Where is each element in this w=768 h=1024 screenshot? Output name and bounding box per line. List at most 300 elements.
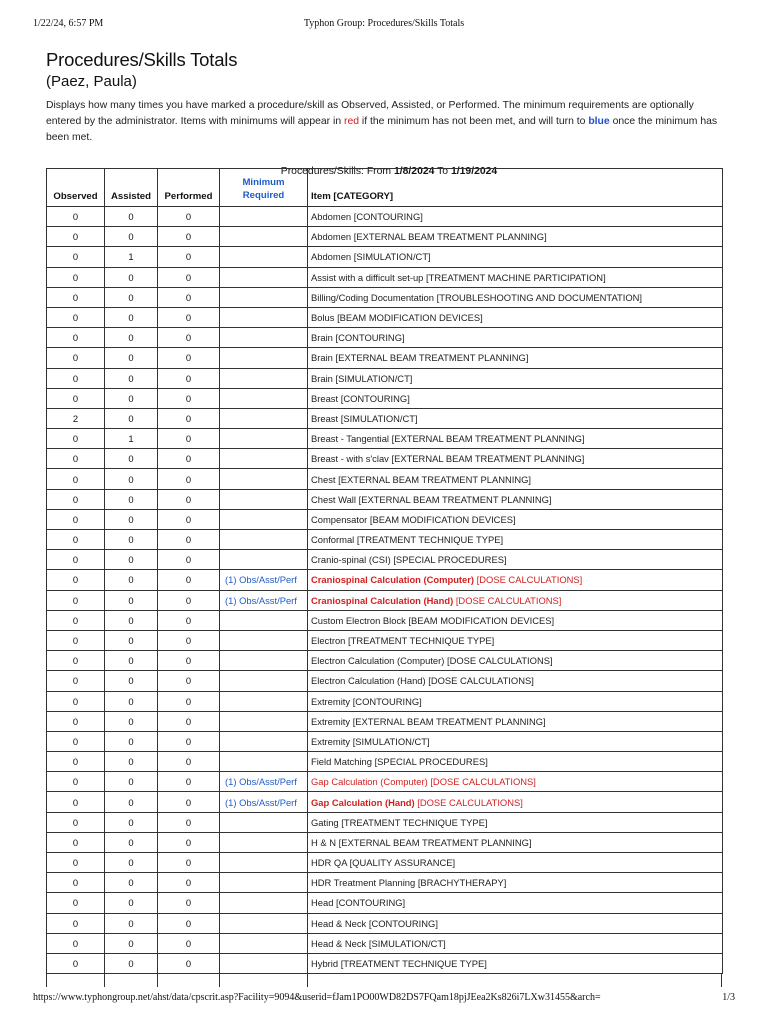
table-header-row — [47, 169, 723, 207]
cell-observed: 0 — [47, 812, 105, 832]
cell-performed: 0 — [158, 267, 220, 287]
item-category: [EXTERNAL BEAM TREATMENT PLANNING] — [391, 453, 585, 465]
table-row — [47, 630, 723, 650]
cell-minimum-required — [220, 348, 308, 368]
table-row — [47, 953, 723, 973]
cell-item — [308, 388, 723, 408]
cell-assisted: 0 — [105, 287, 158, 307]
cell-minimum-required — [220, 913, 308, 933]
item-category: [DOSE CALCULATIONS] — [428, 675, 534, 687]
cell-minimum-required — [220, 630, 308, 650]
cell-assisted: 0 — [105, 731, 158, 751]
item-name: Craniospinal Calculation (Hand) — [311, 594, 454, 606]
cell-performed: 0 — [158, 429, 220, 449]
item-name: Chest Wall — [311, 493, 356, 505]
cell-item — [308, 933, 723, 953]
table-row — [47, 368, 723, 388]
student-name: (Paez, Paula) — [46, 73, 137, 90]
item-category: [BEAM MODIFICATION DEVICES] — [408, 614, 555, 626]
cell-observed: 0 — [47, 651, 105, 671]
cell-observed: 0 — [47, 893, 105, 913]
cell-observed: 0 — [47, 953, 105, 973]
cell-observed: 0 — [47, 307, 105, 327]
item-category: [EXTERNAL BEAM TREATMENT PLANNING] — [338, 836, 532, 848]
desc-text-2: if the minimum has not been met, and will turn to — [359, 116, 589, 127]
table-row — [47, 832, 723, 852]
table-row — [47, 610, 723, 630]
table-row — [47, 590, 723, 610]
cell-assisted: 0 — [105, 691, 158, 711]
item-category: [TREATMENT TECHNIQUE TYPE] — [340, 958, 487, 970]
cell-item — [308, 368, 723, 388]
cell-observed: 0 — [47, 449, 105, 469]
table-row — [47, 711, 723, 731]
cell-observed: 0 — [47, 348, 105, 368]
cell-performed: 0 — [158, 853, 220, 873]
cell-observed: 0 — [47, 873, 105, 893]
item-name: HDR Treatment Planning — [311, 877, 416, 889]
cell-minimum-required: (1) Obs/Asst/Perf — [220, 590, 308, 610]
print-datetime: 1/22/24, 6:57 PM — [33, 18, 104, 29]
cell-minimum-required — [220, 691, 308, 711]
table-row — [47, 388, 723, 408]
item-category: [TROUBLESHOOTING AND DOCUMENTATION] — [436, 291, 643, 303]
item-name: Cranio-spinal (CSI) — [311, 554, 391, 566]
item-name: Hybrid — [311, 958, 339, 970]
item-category: [SIMULATION/CT] — [353, 251, 431, 263]
cell-performed: 0 — [158, 812, 220, 832]
cell-performed: 0 — [158, 691, 220, 711]
item-name: Electron Calculation (Computer) — [311, 655, 445, 667]
cell-observed: 0 — [47, 913, 105, 933]
item-category: [BRACHYTHERAPY] — [417, 877, 507, 889]
cell-minimum-required — [220, 731, 308, 751]
cell-item — [308, 832, 723, 852]
cell-performed: 0 — [158, 408, 220, 428]
cell-minimum-required — [220, 408, 308, 428]
range-to: 1/19/2024 — [450, 166, 498, 177]
cell-item — [308, 630, 723, 650]
cell-performed: 0 — [158, 832, 220, 852]
cell-assisted: 1 — [105, 429, 158, 449]
skills-table — [46, 168, 723, 974]
cell-assisted: 0 — [105, 752, 158, 772]
cell-observed: 0 — [47, 570, 105, 590]
table-row — [47, 328, 723, 348]
cell-performed: 0 — [158, 752, 220, 772]
table-row — [47, 449, 723, 469]
item-name: Extremity — [311, 695, 351, 707]
table-row — [47, 853, 723, 873]
item-category: [TREATMENT TECHNIQUE TYPE] — [356, 534, 504, 546]
item-name: HDR QA — [311, 857, 347, 869]
item-name: Abdomen — [311, 211, 352, 223]
cell-minimum-required — [220, 307, 308, 327]
cell-observed: 0 — [47, 489, 105, 509]
cell-item — [308, 307, 723, 327]
item-category: [SPECIAL PROCEDURES] — [393, 554, 507, 566]
item-name: Assist with a difficult set-up — [311, 271, 424, 283]
cell-observed: 0 — [47, 388, 105, 408]
cell-assisted: 0 — [105, 368, 158, 388]
cell-minimum-required — [220, 207, 308, 227]
item-name: Brain — [311, 332, 333, 344]
page-content — [46, 48, 722, 179]
cell-minimum-required — [220, 752, 308, 772]
cell-minimum-required — [220, 368, 308, 388]
cell-minimum-required — [220, 227, 308, 247]
cell-assisted: 0 — [105, 469, 158, 489]
column-rule — [104, 973, 105, 987]
cell-performed: 0 — [158, 570, 220, 590]
cell-minimum-required — [220, 429, 308, 449]
item-name: Breast - Tangential — [311, 433, 389, 445]
cell-assisted: 0 — [105, 267, 158, 287]
cell-observed: 0 — [47, 267, 105, 287]
table-row — [47, 913, 723, 933]
cell-minimum-required — [220, 873, 308, 893]
header-item-category: Item [CATEGORY] — [308, 169, 723, 207]
cell-performed: 0 — [158, 348, 220, 368]
cell-observed: 0 — [47, 287, 105, 307]
header-assisted: Assisted — [105, 169, 158, 207]
cell-assisted: 0 — [105, 913, 158, 933]
cell-item — [308, 509, 723, 529]
item-category: [CONTOURING] — [353, 211, 423, 223]
cell-minimum-required — [220, 812, 308, 832]
cell-minimum-required — [220, 388, 308, 408]
desc-red-word: red — [344, 116, 360, 127]
cell-observed: 0 — [47, 429, 105, 449]
cell-assisted: 0 — [105, 509, 158, 529]
print-url: https://www.typhongroup.net/ahst/data/cpscrit.asp?Facility=9094&userid=fJam1PO00WD82DS7FQam18pjJEea2Ks826i7LXw31455&arch= — [33, 992, 601, 1003]
table-row — [47, 348, 723, 368]
item-name: Billing/Coding Documentation — [311, 291, 434, 303]
item-category: [CONTOURING] — [352, 695, 422, 707]
table-row — [47, 469, 723, 489]
table-row — [47, 772, 723, 792]
cell-item — [308, 853, 723, 873]
cell-assisted: 0 — [105, 651, 158, 671]
cell-assisted: 0 — [105, 348, 158, 368]
table-body — [47, 207, 723, 974]
table-row — [47, 550, 723, 570]
item-category: [CONTOURING] — [336, 897, 406, 909]
cell-assisted: 0 — [105, 630, 158, 650]
cell-minimum-required — [220, 328, 308, 348]
item-name: H & N — [311, 836, 337, 848]
desc-text-3: once the minimum has been met. — [46, 116, 718, 143]
cell-performed: 0 — [158, 227, 220, 247]
cell-minimum-required — [220, 711, 308, 731]
table-row — [47, 873, 723, 893]
cell-assisted: 0 — [105, 449, 158, 469]
table-row — [47, 307, 723, 327]
item-name: Extremity — [311, 715, 351, 727]
item-name: Breast — [311, 392, 339, 404]
cell-performed: 0 — [158, 651, 220, 671]
cell-performed: 0 — [158, 731, 220, 751]
cell-assisted: 0 — [105, 671, 158, 691]
cell-observed: 0 — [47, 368, 105, 388]
cell-observed: 0 — [47, 731, 105, 751]
header-observed: Observed — [47, 169, 105, 207]
cell-observed: 0 — [47, 469, 105, 489]
item-name: Abdomen — [311, 251, 352, 263]
column-rule — [219, 973, 220, 987]
cell-item — [308, 530, 723, 550]
table-row — [47, 651, 723, 671]
cell-performed: 0 — [158, 247, 220, 267]
item-category: [SIMULATION/CT] — [340, 412, 418, 424]
cell-item — [308, 227, 723, 247]
table-row — [47, 933, 723, 953]
table-continuation — [46, 973, 722, 987]
cell-assisted: 0 — [105, 388, 158, 408]
cell-performed: 0 — [158, 287, 220, 307]
item-category: [SIMULATION/CT] — [368, 937, 446, 949]
print-page-number: 1/3 — [722, 992, 735, 1003]
desc-text-1: Displays how many times you have marked a procedure/skill as Observed, Assisted, or Performed. The minimum requirements are optionally entered by the administrator. Items with minimums will appear in — [46, 100, 694, 127]
cell-item — [308, 651, 723, 671]
item-name: Field Matching — [311, 756, 372, 768]
item-category: [CONTOURING] — [368, 917, 438, 929]
cell-item — [308, 408, 723, 428]
cell-observed: 0 — [47, 752, 105, 772]
column-rule — [46, 973, 47, 987]
cell-performed: 0 — [158, 307, 220, 327]
cell-observed: 0 — [47, 772, 105, 792]
header-performed: Performed — [158, 169, 220, 207]
cell-minimum-required: (1) Obs/Asst/Perf — [220, 570, 308, 590]
cell-assisted: 0 — [105, 610, 158, 630]
cell-assisted: 0 — [105, 772, 158, 792]
column-rule — [307, 973, 308, 987]
cell-assisted: 0 — [105, 953, 158, 973]
item-category: [DOSE CALCULATIONS] — [417, 796, 523, 808]
item-name: Gap Calculation (Computer) — [311, 776, 428, 788]
cell-minimum-required — [220, 247, 308, 267]
cell-observed: 0 — [47, 832, 105, 852]
cell-observed: 0 — [47, 509, 105, 529]
item-category: [SPECIAL PROCEDURES] — [374, 756, 488, 768]
cell-minimum-required — [220, 530, 308, 550]
cell-minimum-required — [220, 651, 308, 671]
cell-performed: 0 — [158, 893, 220, 913]
item-category: [EXTERNAL BEAM TREATMENT PLANNING] — [358, 493, 552, 505]
print-footer — [33, 992, 735, 1006]
cell-assisted: 0 — [105, 590, 158, 610]
cell-observed: 0 — [47, 711, 105, 731]
cell-performed: 0 — [158, 207, 220, 227]
table-row — [47, 893, 723, 913]
item-category: [DOSE CALCULATIONS] — [476, 574, 583, 586]
cell-minimum-required — [220, 287, 308, 307]
cell-observed: 0 — [47, 247, 105, 267]
cell-minimum-required — [220, 550, 308, 570]
cell-performed: 0 — [158, 449, 220, 469]
item-name: Conformal — [311, 534, 355, 546]
cell-assisted: 0 — [105, 489, 158, 509]
table-row — [47, 812, 723, 832]
item-name: Electron Calculation (Hand) — [311, 675, 426, 687]
item-name: Compensator — [311, 513, 368, 525]
cell-observed: 0 — [47, 207, 105, 227]
cell-minimum-required: (1) Obs/Asst/Perf — [220, 772, 308, 792]
cell-performed: 0 — [158, 953, 220, 973]
item-name: Head & Neck — [311, 917, 367, 929]
cell-item — [308, 429, 723, 449]
item-category: [CONTOURING] — [340, 392, 410, 404]
table-row — [47, 429, 723, 449]
table-row — [47, 792, 723, 812]
table-row — [47, 247, 723, 267]
cell-observed: 0 — [47, 530, 105, 550]
cell-item — [308, 812, 723, 832]
cell-item — [308, 267, 723, 287]
cell-item — [308, 893, 723, 913]
cell-observed: 0 — [47, 671, 105, 691]
cell-minimum-required — [220, 933, 308, 953]
cell-observed: 0 — [47, 328, 105, 348]
cell-assisted: 0 — [105, 933, 158, 953]
item-name: Abdomen — [311, 231, 352, 243]
item-name: Head & Neck — [311, 937, 367, 949]
item-category: [DOSE CALCULATIONS] — [455, 594, 562, 606]
cell-item — [308, 348, 723, 368]
cell-assisted: 0 — [105, 328, 158, 348]
cell-item — [308, 873, 723, 893]
cell-performed: 0 — [158, 590, 220, 610]
cell-assisted: 0 — [105, 408, 158, 428]
item-category: [EXTERNAL BEAM TREATMENT PLANNING] — [338, 473, 532, 485]
cell-item — [308, 550, 723, 570]
desc-blue-word: blue — [588, 116, 610, 127]
cell-item — [308, 207, 723, 227]
cell-observed: 0 — [47, 691, 105, 711]
cell-performed: 0 — [158, 913, 220, 933]
cell-item — [308, 731, 723, 751]
item-name: Gap Calculation (Hand) — [311, 796, 415, 808]
item-name: Electron — [311, 635, 346, 647]
cell-item — [308, 792, 723, 812]
cell-assisted: 0 — [105, 530, 158, 550]
cell-assisted: 1 — [105, 247, 158, 267]
range-label: Procedures/Skills: From — [280, 166, 394, 177]
cell-item — [308, 247, 723, 267]
range-to-label: To — [434, 166, 451, 177]
table-row — [47, 530, 723, 550]
cell-observed: 0 — [47, 792, 105, 812]
cell-item — [308, 671, 723, 691]
item-category: [EXTERNAL BEAM TREATMENT PLANNING] — [353, 231, 547, 243]
table-row — [47, 671, 723, 691]
print-header — [33, 18, 735, 32]
cell-item — [308, 691, 723, 711]
table-row — [47, 691, 723, 711]
cell-performed: 0 — [158, 630, 220, 650]
item-category: [TREATMENT TECHNIQUE TYPE] — [341, 816, 488, 828]
cell-item — [308, 772, 723, 792]
item-name: Custom Electron Block — [311, 614, 406, 626]
cell-observed: 0 — [47, 630, 105, 650]
page-title: Procedures/Skills Totals — [46, 49, 238, 70]
cell-performed: 0 — [158, 610, 220, 630]
cell-minimum-required — [220, 671, 308, 691]
cell-minimum-required — [220, 610, 308, 630]
cell-minimum-required — [220, 832, 308, 852]
cell-performed: 0 — [158, 671, 220, 691]
header-minimum-required: Minimum Required — [220, 169, 308, 207]
item-name: Breast — [311, 412, 339, 424]
cell-performed: 0 — [158, 489, 220, 509]
cell-performed: 0 — [158, 711, 220, 731]
range-from: 1/8/2024 — [393, 166, 435, 177]
item-category: [DOSE CALCULATIONS] — [430, 776, 536, 788]
cell-assisted: 0 — [105, 832, 158, 852]
item-category: [EXTERNAL BEAM TREATMENT PLANNING] — [391, 433, 585, 445]
cell-minimum-required — [220, 267, 308, 287]
item-category: [CONTOURING] — [335, 332, 405, 344]
item-category: [EXTERNAL BEAM TREATMENT PLANNING] — [335, 352, 529, 364]
item-category: [SIMULATION/CT] — [335, 372, 413, 384]
cell-performed: 0 — [158, 873, 220, 893]
cell-minimum-required — [220, 953, 308, 973]
item-category: [DOSE CALCULATIONS] — [447, 655, 553, 667]
table-row — [47, 227, 723, 247]
cell-item — [308, 711, 723, 731]
cell-performed: 0 — [158, 328, 220, 348]
item-name: Brain — [311, 352, 333, 364]
cell-performed: 0 — [158, 792, 220, 812]
cell-performed: 0 — [158, 469, 220, 489]
column-rule — [721, 973, 722, 987]
cell-item — [308, 913, 723, 933]
cell-item — [308, 328, 723, 348]
page-description — [46, 98, 726, 146]
table-row — [47, 287, 723, 307]
item-name: Chest — [311, 473, 336, 485]
cell-minimum-required — [220, 853, 308, 873]
item-name: Brain — [311, 372, 333, 384]
cell-assisted: 0 — [105, 792, 158, 812]
table-row — [47, 570, 723, 590]
cell-assisted: 0 — [105, 570, 158, 590]
cell-item — [308, 287, 723, 307]
table-row — [47, 408, 723, 428]
item-name: Head — [311, 897, 334, 909]
table-row — [47, 267, 723, 287]
cell-item — [308, 449, 723, 469]
cell-item — [308, 610, 723, 630]
cell-performed: 0 — [158, 772, 220, 792]
cell-observed: 0 — [47, 933, 105, 953]
item-name: Breast - with s'clav — [311, 453, 389, 465]
cell-minimum-required — [220, 469, 308, 489]
cell-item — [308, 489, 723, 509]
cell-assisted: 0 — [105, 227, 158, 247]
cell-assisted: 0 — [105, 853, 158, 873]
cell-item — [308, 469, 723, 489]
item-category: [BEAM MODIFICATION DEVICES] — [337, 312, 483, 324]
cell-minimum-required: (1) Obs/Asst/Perf — [220, 792, 308, 812]
cell-observed: 2 — [47, 408, 105, 428]
cell-performed: 0 — [158, 368, 220, 388]
cell-performed: 0 — [158, 388, 220, 408]
cell-minimum-required — [220, 449, 308, 469]
cell-performed: 0 — [158, 933, 220, 953]
cell-item — [308, 590, 723, 610]
